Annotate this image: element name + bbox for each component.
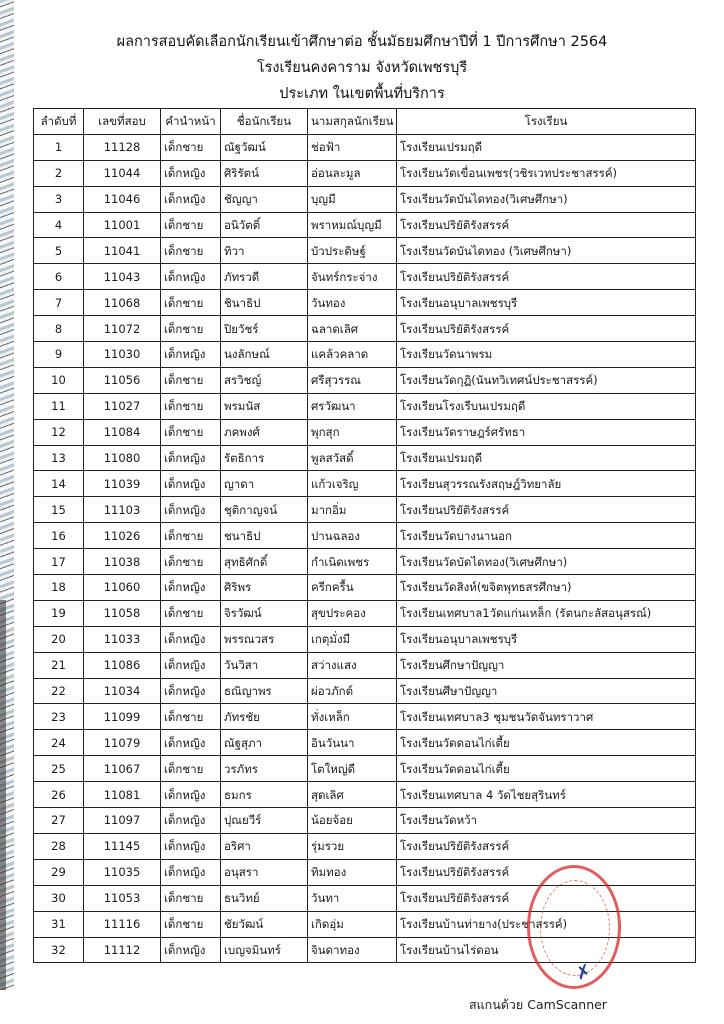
cell-last-name: พูลสวัสดิ์	[308, 445, 397, 471]
table-row	[34, 808, 696, 834]
cell-prefix: เด็กหญิง	[161, 859, 221, 885]
cell-school: โรงเรียนศึษาปัญญา	[397, 678, 696, 704]
table-row	[34, 445, 696, 471]
cell-exam-number: 11079	[84, 730, 161, 756]
cell-exam-number: 11053	[84, 885, 161, 911]
cell-order: 7	[34, 290, 84, 316]
cell-school: โรงเรียนปริยัติรังสรรค์	[397, 212, 696, 238]
cell-order: 28	[34, 833, 84, 859]
cell-first-name: พรมนัส	[221, 393, 308, 419]
cell-school: โรงเรียนเปรมฤดี	[397, 134, 696, 160]
camscanner-watermark: สแกนด้วย CamScanner	[469, 997, 607, 1012]
table-row	[34, 730, 696, 756]
cell-order: 18	[34, 575, 84, 601]
cell-school: โรงเรียนวัดดอนไก่เตี้ย	[397, 730, 696, 756]
cell-first-name: ภัทรชัย	[221, 704, 308, 730]
cell-school: โรงเรียนอนุบาลเพชรบุรี	[397, 626, 696, 652]
cell-last-name: ครีกครื้น	[308, 575, 397, 601]
cell-school: โรงเรียนวัดบางนานอก	[397, 523, 696, 549]
cell-prefix: เด็กชาย	[161, 419, 221, 445]
table-row	[34, 600, 696, 626]
category-title: ประเภท ในเขตพื้นที่บริการ	[279, 86, 445, 102]
cell-last-name: เกตุมั่งมี	[308, 626, 397, 652]
table-row	[34, 678, 696, 704]
cell-exam-number: 11097	[84, 808, 161, 834]
cell-order: 31	[34, 911, 84, 937]
cell-exam-number: 11030	[84, 342, 161, 368]
cell-last-name: สุขประคอง	[308, 600, 397, 626]
cell-order: 11	[34, 393, 84, 419]
cell-last-name: อ่อนละมูล	[308, 160, 397, 186]
cell-last-name: ผ่อวภักต์	[308, 678, 397, 704]
cell-order: 14	[34, 471, 84, 497]
cell-last-name: บัวประดิษฐ์	[308, 238, 397, 264]
table-row	[34, 393, 696, 419]
cell-prefix: เด็กหญิง	[161, 937, 221, 963]
table-row	[34, 782, 696, 808]
cell-order: 19	[34, 600, 84, 626]
table-row	[34, 160, 696, 186]
cell-first-name: สุทธิศักดิ์	[221, 549, 308, 575]
cell-prefix: เด็กชาย	[161, 756, 221, 782]
cell-first-name: อริศา	[221, 833, 308, 859]
cell-first-name: ธณิญาพร	[221, 678, 308, 704]
cell-last-name: สุดเลิศ	[308, 782, 397, 808]
cell-prefix: เด็กหญิง	[161, 342, 221, 368]
cell-last-name: ศรวัฒนา	[308, 393, 397, 419]
cell-school: โรงเรียนเทศบาล3 ชุมชนวัดจันทราวาศ	[397, 704, 696, 730]
results-table	[33, 108, 696, 963]
cell-last-name: ศรีสุวรรณ	[308, 367, 397, 393]
cell-exam-number: 11145	[84, 833, 161, 859]
cell-school: โรงเรียนปริยัติรังสรรค์	[397, 833, 696, 859]
cell-exam-number: 11112	[84, 937, 161, 963]
cell-order: 2	[34, 160, 84, 186]
cell-prefix: เด็กหญิง	[161, 626, 221, 652]
cell-prefix: เด็กชาย	[161, 238, 221, 264]
cell-order: 26	[34, 782, 84, 808]
cell-order: 16	[34, 523, 84, 549]
school-name: โรงเรียนคงคาราม จังหวัดเพชรบุรี	[256, 60, 468, 76]
cell-last-name: โตใหญ่ดี	[308, 756, 397, 782]
col-header-exam-number: เลขที่สอบ	[84, 109, 161, 135]
cell-order: 22	[34, 678, 84, 704]
cell-prefix: เด็กชาย	[161, 911, 221, 937]
cell-first-name: ชัยวัฒน์	[221, 911, 308, 937]
cell-first-name: ธนวิทย์	[221, 885, 308, 911]
cell-first-name: ศิริรัตน์	[221, 160, 308, 186]
cell-order: 8	[34, 316, 84, 342]
cell-school: โรงเรียนอนุบาลเพชรบุรี	[397, 290, 696, 316]
cell-school: โรงเรียนวัดบันไดทอง(วิเศษศึกษา)	[397, 186, 696, 212]
cell-prefix: เด็กชาย	[161, 212, 221, 238]
cell-order: 1	[34, 134, 84, 160]
cell-exam-number: 11084	[84, 419, 161, 445]
col-header-first-name: ชื่อนักเรียน	[221, 109, 308, 135]
cell-prefix: เด็กชาย	[161, 367, 221, 393]
table-row	[34, 652, 696, 678]
cell-prefix: เด็กชาย	[161, 290, 221, 316]
cell-first-name: ปิยวัชร์	[221, 316, 308, 342]
cell-school: โรงเรียนวัดนาพรม	[397, 342, 696, 368]
cell-school: โรงเรียนปริยัติรังสรรค์	[397, 316, 696, 342]
table-body	[34, 134, 696, 963]
cell-last-name: ฉลาดเลิศ	[308, 316, 397, 342]
cell-first-name: สรวิชญ์	[221, 367, 308, 393]
cell-last-name: ปานฉลอง	[308, 523, 397, 549]
cell-first-name: ณัฐสุภา	[221, 730, 308, 756]
cell-first-name: ญาดา	[221, 471, 308, 497]
col-header-last-name: นามสกุลนักเรียน	[308, 109, 397, 135]
cell-school: โรงเรียนเทศบาล 4 วัดไชยสุรินทร์	[397, 782, 696, 808]
cell-order: 17	[34, 549, 84, 575]
cell-prefix: เด็กชาย	[161, 704, 221, 730]
cell-exam-number: 11046	[84, 186, 161, 212]
cell-exam-number: 11128	[84, 134, 161, 160]
cell-exam-number: 11103	[84, 497, 161, 523]
cell-exam-number: 11041	[84, 238, 161, 264]
cell-exam-number: 11001	[84, 212, 161, 238]
cell-prefix: เด็กหญิง	[161, 833, 221, 859]
table-row	[34, 419, 696, 445]
cell-school: โรงเรียนโรงเรีบนเปรมฤดี	[397, 393, 696, 419]
cell-first-name: ศิริพร	[221, 575, 308, 601]
cell-first-name: ภัทรวดี	[221, 264, 308, 290]
cell-exam-number: 11072	[84, 316, 161, 342]
cell-order: 15	[34, 497, 84, 523]
cell-exam-number: 11081	[84, 782, 161, 808]
cell-exam-number: 11035	[84, 859, 161, 885]
cell-school: โรงเรียนศึกษาปัญญา	[397, 652, 696, 678]
cell-last-name: ทิมทอง	[308, 859, 397, 885]
cell-exam-number: 11044	[84, 160, 161, 186]
cell-school: โรงเรียนวัดเขื่อนเพชร(วชิรเวทประชาสรรค์)	[397, 160, 696, 186]
table-row	[34, 833, 696, 859]
cell-first-name: ชินาธิป	[221, 290, 308, 316]
cell-last-name: พราหมณ์บุญมี	[308, 212, 397, 238]
table-row	[34, 497, 696, 523]
cell-prefix: เด็กหญิง	[161, 264, 221, 290]
cell-last-name: วันทา	[308, 885, 397, 911]
cell-first-name: ชนาธิป	[221, 523, 308, 549]
cell-order: 10	[34, 367, 84, 393]
cell-prefix: เด็กชาย	[161, 885, 221, 911]
scan-edge-shadow	[0, 600, 6, 990]
cell-order: 21	[34, 652, 84, 678]
cell-first-name: รัตธิการ	[221, 445, 308, 471]
table-row	[34, 523, 696, 549]
col-header-order: ลำดับที่	[34, 109, 84, 135]
cell-prefix: เด็กหญิง	[161, 471, 221, 497]
cell-order: 27	[34, 808, 84, 834]
cell-order: 12	[34, 419, 84, 445]
cell-last-name: แคล้วคลาด	[308, 342, 397, 368]
table-row	[34, 367, 696, 393]
cell-prefix: เด็กหญิง	[161, 730, 221, 756]
cell-exam-number: 11039	[84, 471, 161, 497]
cell-prefix: เด็กชาย	[161, 393, 221, 419]
cell-school: โรงเรียนปริยัติรังสรรค์	[397, 885, 696, 911]
cell-exam-number: 11027	[84, 393, 161, 419]
cell-last-name: กำเนิดเพชร	[308, 549, 397, 575]
table-row	[34, 186, 696, 212]
cell-first-name: อนิวัตติ์	[221, 212, 308, 238]
cell-school: โรงเรียนบ้านไร่ดอน	[397, 937, 696, 963]
table-row	[34, 134, 696, 160]
cell-prefix: เด็กหญิง	[161, 652, 221, 678]
cell-last-name: น้อยจ้อย	[308, 808, 397, 834]
cell-first-name: วันวิสา	[221, 652, 308, 678]
seal-emblem	[540, 880, 610, 976]
cell-last-name: ทั่งเหล็ก	[308, 704, 397, 730]
cell-prefix: เด็กชาย	[161, 134, 221, 160]
cell-order: 24	[34, 730, 84, 756]
cell-prefix: เด็กหญิง	[161, 445, 221, 471]
cell-last-name: วันทอง	[308, 290, 397, 316]
cell-last-name: จันทร์กระจ่าง	[308, 264, 397, 290]
cell-first-name: ภคพงศ์	[221, 419, 308, 445]
document-title: ผลการสอบคัดเลือกนักเรียนเข้าศึกษาต่อ ชั้นมัธยมศึกษาปีที่ 1 ปีการศึกษา 2564	[116, 34, 608, 50]
cell-first-name: นงลักษณ์	[221, 342, 308, 368]
table-row	[34, 212, 696, 238]
cell-first-name: ทิวา	[221, 238, 308, 264]
cell-prefix: เด็กหญิง	[161, 497, 221, 523]
cell-school: โรงเรียนปริยัติรังสรรค์	[397, 264, 696, 290]
cell-first-name: พรรณวสร	[221, 626, 308, 652]
cell-last-name: สว่างแสง	[308, 652, 397, 678]
cell-school: โรงเรียนวัดกุฏิ(นันทวิเทศน์ประชาสรรค์)	[397, 367, 696, 393]
cell-first-name: ปุณยวีร์	[221, 808, 308, 834]
cell-school: โรงเรียนวัดสิงห์(ขจิตพุทธสรศึกษา)	[397, 575, 696, 601]
cell-school: โรงเรียนปริยัติรังสรรค์	[397, 859, 696, 885]
cell-order: 20	[34, 626, 84, 652]
cell-prefix: เด็กหญิง	[161, 808, 221, 834]
cell-exam-number: 11026	[84, 523, 161, 549]
cell-last-name: ช่อฟ้า	[308, 134, 397, 160]
col-header-prefix: คำนำหน้า	[161, 109, 221, 135]
cell-order: 29	[34, 859, 84, 885]
cell-school: โรงเรียนวัดหว้า	[397, 808, 696, 834]
cell-order: 25	[34, 756, 84, 782]
cell-exam-number: 11060	[84, 575, 161, 601]
cell-first-name: ชัญญา	[221, 186, 308, 212]
cell-order: 32	[34, 937, 84, 963]
table-row	[34, 238, 696, 264]
cell-order: 13	[34, 445, 84, 471]
cell-school: โรงเรียนปริยัติรังสรรค์	[397, 497, 696, 523]
table-row	[34, 626, 696, 652]
cell-order: 3	[34, 186, 84, 212]
cell-school: โรงเรียนสุวรรณรังสฤษฎ์วิทยาลัย	[397, 471, 696, 497]
cell-order: 9	[34, 342, 84, 368]
cell-prefix: เด็กหญิง	[161, 186, 221, 212]
cell-first-name: อนุสรา	[221, 859, 308, 885]
cell-exam-number: 11080	[84, 445, 161, 471]
table-row	[34, 290, 696, 316]
cell-exam-number: 11038	[84, 549, 161, 575]
table-header-row	[34, 109, 696, 135]
cell-exam-number: 11086	[84, 652, 161, 678]
cell-prefix: เด็กหญิง	[161, 678, 221, 704]
cell-first-name: เบญจมินทร์	[221, 937, 308, 963]
cell-exam-number: 11058	[84, 600, 161, 626]
table-row	[34, 264, 696, 290]
cell-order: 4	[34, 212, 84, 238]
cell-prefix: เด็กหญิง	[161, 160, 221, 186]
cell-first-name: จิรวัฒน์	[221, 600, 308, 626]
cell-exam-number: 11067	[84, 756, 161, 782]
table-row	[34, 575, 696, 601]
table-row	[34, 756, 696, 782]
cell-order: 5	[34, 238, 84, 264]
cell-order: 6	[34, 264, 84, 290]
table-row	[34, 471, 696, 497]
cell-last-name: แก้วเจริญ	[308, 471, 397, 497]
table-row	[34, 342, 696, 368]
cell-last-name: จินดาทอง	[308, 937, 397, 963]
cell-order: 23	[34, 704, 84, 730]
cell-exam-number: 11043	[84, 264, 161, 290]
cell-last-name: เกิดอุ่ม	[308, 911, 397, 937]
cell-school: โรงเรียนวัดดอนไก่เตี้ย	[397, 756, 696, 782]
cell-prefix: เด็กหญิง	[161, 575, 221, 601]
cell-first-name: วรภัทร	[221, 756, 308, 782]
table-row	[34, 316, 696, 342]
cell-last-name: พุกสุก	[308, 419, 397, 445]
cell-first-name: ธมกร	[221, 782, 308, 808]
cell-order: 30	[34, 885, 84, 911]
cell-prefix: เด็กชาย	[161, 523, 221, 549]
cell-exam-number: 11034	[84, 678, 161, 704]
cell-exam-number: 11033	[84, 626, 161, 652]
table-row	[34, 704, 696, 730]
table-row	[34, 549, 696, 575]
cell-school: โรงเรียนเปรมฤดี	[397, 445, 696, 471]
signature-mark: ✗	[572, 960, 595, 985]
cell-last-name: รุ่มรวย	[308, 833, 397, 859]
cell-prefix: เด็กชาย	[161, 600, 221, 626]
cell-exam-number: 11068	[84, 290, 161, 316]
cell-exam-number: 11099	[84, 704, 161, 730]
cell-prefix: เด็กหญิง	[161, 782, 221, 808]
cell-school: โรงเรียนเทศบาล1วัดแก่นเหล็ก (รัตนกะลัสอนุสรณ์)	[397, 600, 696, 626]
cell-last-name: อินวันนา	[308, 730, 397, 756]
cell-last-name: มากอิ่ม	[308, 497, 397, 523]
cell-first-name: ณัฐวัฒน์	[221, 134, 308, 160]
cell-exam-number: 11056	[84, 367, 161, 393]
cell-prefix: เด็กชาย	[161, 316, 221, 342]
cell-exam-number: 11116	[84, 911, 161, 937]
cell-last-name: บุญมี	[308, 186, 397, 212]
cell-school: โรงเรียนวัดบัดไดทอง(วิเศษศึกษา)	[397, 549, 696, 575]
col-header-school: โรงเรียน	[397, 109, 696, 135]
cell-school: โรงเรียนวัดบันไดทอง (วิเศษศึกษา)	[397, 238, 696, 264]
cell-school: โรงเรียนบ้านท่ายาง(ประชาสรรค์)	[397, 911, 696, 937]
cell-first-name: ชุติกาญจน์	[221, 497, 308, 523]
cell-school: โรงเรียนวัดราษฎร์ศรัทธา	[397, 419, 696, 445]
cell-prefix: เด็กชาย	[161, 549, 221, 575]
